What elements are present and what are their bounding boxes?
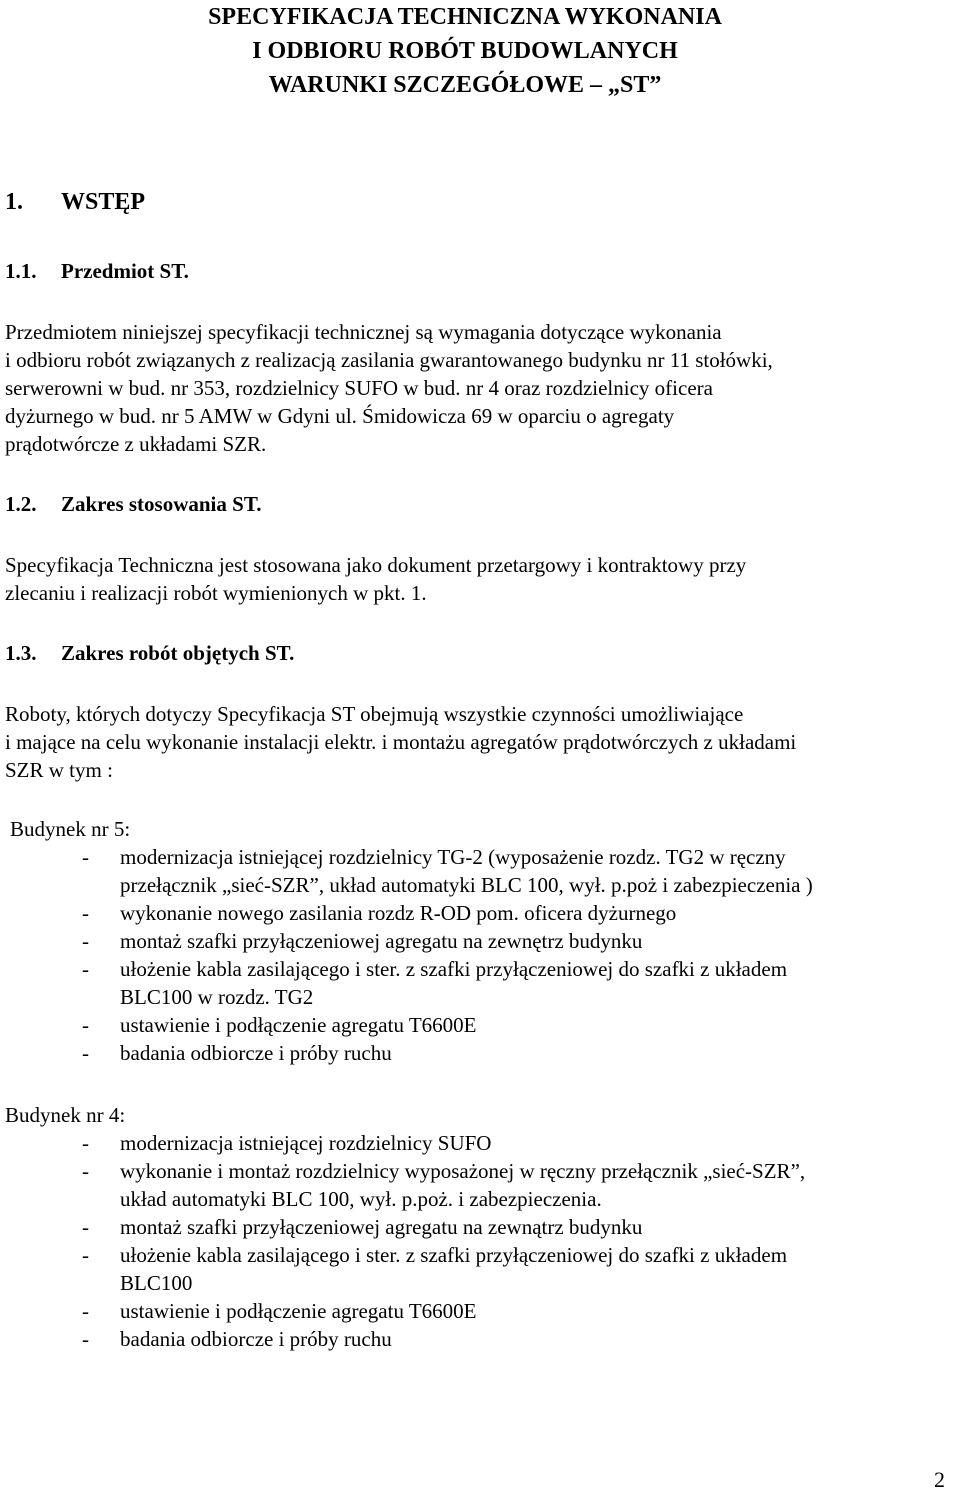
subsection-title: Przedmiot ST.	[61, 259, 189, 283]
list-item	[82, 1297, 805, 1325]
list-item-line: ustawienie i podłączenie agregatu T6600E	[120, 1013, 477, 1037]
bullet-dash: -	[82, 1131, 89, 1155]
page-number: 2	[934, 1467, 945, 1492]
paragraph-line: Roboty, których dotyczy Specyfikacja ST obejmują wszystkie czynności umożliwiające	[5, 702, 744, 726]
list-item	[82, 1129, 805, 1157]
subsection-number: 1.1.	[5, 259, 37, 283]
title-line-2: I ODBIORU ROBÓT BUDOWLANYCH	[252, 38, 678, 64]
document-title	[0, 0, 930, 102]
subsection-heading-zakres-robot	[5, 639, 294, 667]
subsection-title: Zakres robót objętych ST.	[61, 641, 295, 665]
building-4-task-list	[82, 1129, 805, 1353]
list-item-line: wykonanie nowego zasilania rozdz R-OD pom. oficera dyżurnego	[120, 901, 677, 925]
list-item	[82, 1241, 805, 1297]
section-title: WSTĘP	[61, 189, 146, 215]
paragraph-zakres-stosowania	[5, 551, 945, 607]
list-item-line: układ automatyki BLC 100, wył. p.poż. i zabezpieczenia.	[120, 1187, 602, 1211]
subsection-number: 1.2.	[5, 492, 37, 516]
list-item-line: ułożenie kabla zasilającego i ster. z szafki przyłączeniowej do szafki z układem	[120, 957, 788, 981]
section-number: 1.	[5, 189, 23, 215]
subsection-heading-zakres-stosowania	[5, 490, 262, 518]
list-item-line: badania odbiorcze i próby ruchu	[120, 1041, 392, 1065]
building-5-label: Budynek nr 5:	[10, 817, 131, 841]
building-4-label: Budynek nr 4:	[5, 1103, 126, 1127]
bullet-dash: -	[82, 845, 89, 869]
list-item	[82, 1157, 805, 1213]
paragraph-line: dyżurnego w bud. nr 5 AMW w Gdyni ul. Śmidowicza 69 w oparciu o agregaty	[5, 404, 675, 428]
list-item	[82, 1039, 813, 1067]
paragraph-line: SZR w tym :	[5, 758, 113, 782]
bullet-dash: -	[82, 1243, 89, 1267]
bullet-dash: -	[82, 1159, 89, 1183]
building-5-task-list	[82, 843, 813, 1067]
list-item	[82, 927, 813, 955]
list-item-line: BLC100 w rozdz. TG2	[120, 985, 314, 1009]
paragraph-przedmiot	[5, 318, 945, 458]
bullet-dash: -	[82, 1013, 89, 1037]
bullet-dash: -	[82, 957, 89, 981]
subsection-title: Zakres stosowania ST.	[61, 492, 262, 516]
list-item-line: ustawienie i podłączenie agregatu T6600E	[120, 1299, 477, 1323]
bullet-dash: -	[82, 901, 89, 925]
list-item	[82, 899, 813, 927]
paragraph-line: Przedmiotem niniejszej specyfikacji technicznej są wymagania dotyczące wykonania	[5, 320, 722, 344]
list-item-line: badania odbiorcze i próby ruchu	[120, 1327, 392, 1351]
list-item	[82, 1213, 805, 1241]
title-line-1: SPECYFIKACJA TECHNICZNA WYKONANIA	[208, 4, 722, 30]
paragraph-line: Specyfikacja Techniczna jest stosowana jako dokument przetargowy i kontraktowy przy	[5, 553, 747, 577]
list-item	[82, 1325, 805, 1353]
list-item-line: wykonanie i montaż rozdzielnicy wyposażonej w ręczny przełącznik „sieć-SZR”,	[120, 1159, 806, 1183]
paragraph-line: serwerowni w bud. nr 353, rozdzielnicy SUFO w bud. nr 4 oraz rozdzielnicy oficera	[5, 376, 713, 400]
list-item-line: BLC100	[120, 1271, 193, 1295]
list-item-line: modernizacja istniejącej rozdzielnicy SUFO	[120, 1131, 492, 1155]
list-item	[82, 955, 813, 1011]
paragraph-line: i mające na celu wykonanie instalacji elektr. i montażu agregatów prądotwórczych z układami	[5, 730, 797, 754]
paragraph-line: i odbioru robót związanych z realizacją zasilania gwarantowanego budynku nr 11 stołówki,	[5, 348, 773, 372]
list-item-line: przełącznik „sieć-SZR”, układ automatyki BLC 100, wył. p.poż i zabezpieczenia )	[120, 873, 813, 897]
paragraph-line: zlecaniu i realizacji robót wymienionych w pkt. 1.	[5, 581, 427, 605]
bullet-dash: -	[82, 1041, 89, 1065]
paragraph-zakres-robot	[5, 700, 945, 784]
list-item-line: modernizacja istniejącej rozdzielnicy TG-2 (wyposażenie rozdz. TG2 w ręczny	[120, 845, 786, 869]
list-item-line: montaż szafki przyłączeniowej agregatu na zewnątrz budynku	[120, 1215, 643, 1239]
bullet-dash: -	[82, 1327, 89, 1351]
bullet-dash: -	[82, 929, 89, 953]
list-item-line: ułożenie kabla zasilającego i ster. z szafki przyłączeniowej do szafki z układem	[120, 1243, 788, 1267]
bullet-dash: -	[82, 1299, 89, 1323]
bullet-dash: -	[82, 1215, 89, 1239]
subsection-heading-przedmiot	[5, 257, 189, 285]
title-line-3: WARUNKI SZCZEGÓŁOWE – „ST”	[268, 72, 662, 98]
list-item-line: montaż szafki przyłączeniowej agregatu na zewnętrz budynku	[120, 929, 643, 953]
section-heading-wstep	[5, 188, 145, 216]
list-item	[82, 843, 813, 899]
list-item	[82, 1011, 813, 1039]
subsection-number: 1.3.	[5, 641, 37, 665]
paragraph-line: prądotwórcze z układami SZR.	[5, 432, 267, 456]
